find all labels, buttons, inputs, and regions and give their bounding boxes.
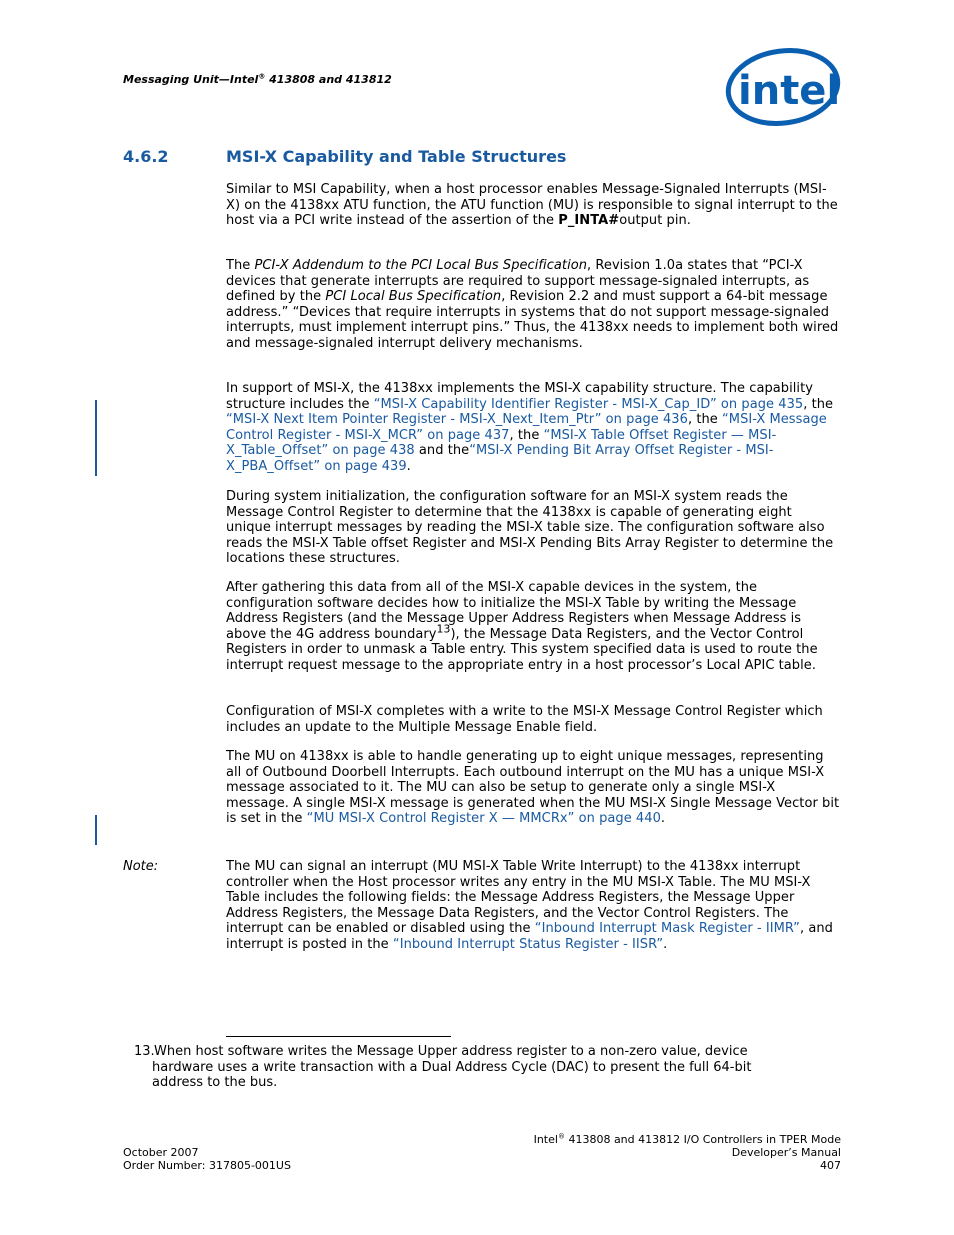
footer-manual: Developer’s Manual: [731, 1146, 841, 1159]
intel-logo: [724, 46, 842, 128]
signal-name: P_INTA#: [558, 213, 620, 229]
page-number: 407: [820, 1159, 841, 1172]
section-number: 4.6.2: [123, 147, 169, 166]
link-msix-cap-id[interactable]: “MSI-X Capability Identifier Register - MSI-X_Cap_ID” on page 435: [373, 396, 804, 412]
paragraph-7: The MU on 4138xx is able to handle generating up to eight unique messages, representing all of Outbound Doorbell Interrupts. Each outbound interrupt on the MU has a unique MSI-X message associated to it. The MU can also be setup to generate only a single MSI-X message. A single MSI-X message is generated when the MU MSI-X Single Message Vector bit is set in the “MU MSI-X Control Register X — MMCRx” on page 440.: [226, 749, 840, 827]
running-header: Messaging Unit—Intel® 413808 and 413812: [123, 72, 392, 86]
link-msix-table-offset[interactable]: “MSI-X Table Offset Register — MSI-X_Table_Offset” on page 438: [226, 427, 777, 459]
paragraph-6: Configuration of MSI-X completes with a write to the MSI-X Message Control Register which includes an update to the Multiple Message Enable field.: [226, 704, 823, 735]
note-label: Note:: [123, 859, 159, 874]
link-msix-mcr[interactable]: “MSI-X Message Control Register - MSI-X_MCR” on page 437: [226, 412, 827, 443]
footer-right: [534, 1133, 841, 1172]
section-heading: [123, 147, 566, 166]
paragraph-2: The PCI-X Addendum to the PCI Local Bus Specification, Revision 1.0a states that “PCI-X devices that generate interrupts are required to support message-signaled interrupts, as defined by the PCI Local Bus Specification, Revision 2.2 and must support a 64-bit message address.” “Devices that require interrupts in systems that do not support message-signaled interrupts, must implement interrupt pins.” Thus, the 4138xx needs to implement both wired and message-signaled interrupt delivery mechanisms.: [226, 258, 839, 351]
footnote-ref[interactable]: 13: [436, 622, 451, 636]
link-iisr[interactable]: “Inbound Interrupt Status Register - IISR”: [392, 936, 664, 952]
paragraph-4: During system initialization, the configuration software for an MSI-X system reads the Message Control Register to determine that the 4138xx is capable of generating eight unique interrupt messages by reading the MSI-X table size. The configuration software also reads the MSI-X Table offset Register and MSI-X Pending Bits Array Register to determine the locations these structures.: [226, 489, 834, 567]
change-bar: [95, 400, 97, 476]
link-msix-next-item-ptr[interactable]: “MSI-X Next Item Pointer Register - MSI-X_Next_Item_Ptr” on page 436: [226, 412, 688, 428]
footer-doc-title: Intel® 413808 and 413812 I/O Controllers in TPER Mode: [533, 1132, 841, 1146]
paragraph-1: Similar to MSI Capability, when a host processor enables Message-Signaled Interrupts (MSI-X) on the 4138xx ATU function, the ATU function (MU) is responsible to signal interrupt to the host via a PCI write instead of the assertion of the P_INTA#output pin.: [226, 182, 838, 229]
footer-left: [123, 1146, 291, 1172]
note-text: The MU can signal an interrupt (MU MSI-X Table Write Interrupt) to the 4138xx interrupt controller when the Host processor writes any entry in the MU MSI-X Table. The MU MSI-X Table includes the following fields: the Message Address Registers, the Message Upper Address Registers, the Message Data Registers, and the Vector Control Registers. The interrupt can be enabled or disabled using the “Inbound Interrupt Mask Register - IIMR”, and interrupt is posted in the “Inbound Interrupt Status Register - IISR”.: [226, 859, 833, 952]
footnote: 13.When host software writes the Message Upper address register to a non-zero value, device hardware uses a write transaction with a Dual Address Cycle (DAC) to present the full 64-bit address to the bus.: [134, 1044, 752, 1091]
link-msix-pba-offset[interactable]: “MSI-X Pending Bit Array Offset Register - MSI-X_PBA_Offset” on page 439: [226, 443, 774, 474]
svg-text:intel: intel: [738, 68, 841, 114]
section-title: MSI-X Capability and Table Structures: [226, 147, 567, 166]
footer-order-number: Order Number: 317805-001US: [123, 1159, 291, 1172]
change-bar: [95, 815, 97, 845]
link-iimr[interactable]: “Inbound Interrupt Mask Register - IIMR”: [534, 921, 800, 937]
paragraph-5: After gathering this data from all of the MSI-X capable devices in the system, the configuration software decides how to initialize the MSI-X Table by writing the Message Address Registers (and the Message Upper Address Registers when Message Address is above the 4G address boundary$^{13}$), the Message Data Registers, and the Vector Control Registers in order to unmask a Table entry. This system specified data is used to route the interrupt request message to the appropriate entry in a host processor’s Local APIC table.: [226, 580, 818, 673]
link-mu-msix-control[interactable]: “MU MSI-X Control Register X — MMCRx” on page 440: [306, 811, 661, 827]
footer-date: October 2007: [123, 1146, 199, 1159]
paragraph-3: In support of MSI-X, the 4138xx implements the MSI-X capability structure. The capability structure includes the “MSI-X Capability Identifier Register - MSI-X_Cap_ID” on page 435, the “MSI-X Next Item Pointer Register - MSI-X_Next_Item_Ptr” on page 436, the “MSI-X Message Control Register - MSI-X_MCR” on page 437, the “MSI-X Table Offset Register — MSI-X_Table_Offset” on page 438 and the“MSI-X Pending Bit Array Offset Register - MSI-X_PBA_Offset” on page 439.: [226, 381, 834, 474]
footnote-divider: [226, 1036, 451, 1037]
